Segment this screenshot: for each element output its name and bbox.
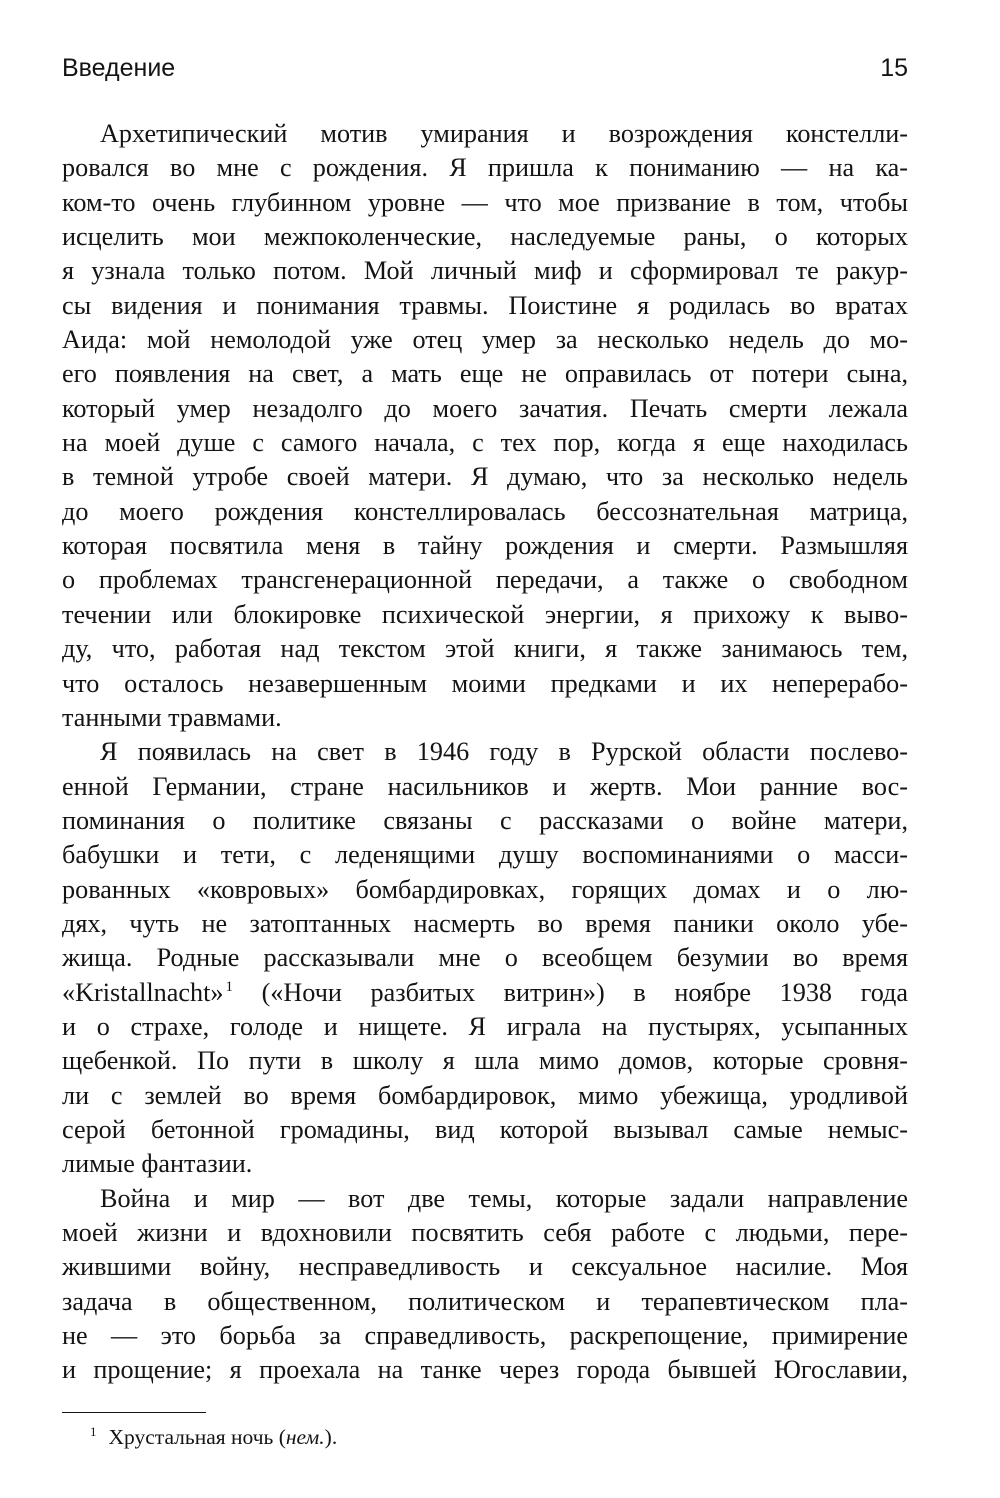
text-line: поминания о политике связаны с рассказами о войне матери, — [62, 805, 908, 835]
text-line: бабушки и тети, с леденящими душу воспоминаниями о масси- — [62, 840, 908, 870]
text-line: на моей душе с самого начала, с тех пор, когда я еще находилась — [62, 428, 908, 458]
text-line: я узнала только потом. Мой личный миф и сформировал те ракур- — [62, 256, 908, 286]
text-line: не — это борьба за справедливость, раскрепощение, примирение — [62, 1321, 908, 1351]
text-line: ком-то очень глубинном уровне — что мое призвание в том, чтобы — [62, 187, 908, 217]
footnote-text: Хрустальная ночь ( — [108, 1425, 286, 1449]
text-line: лимые фантазии. — [62, 1149, 253, 1179]
text-line: исцелить мои межпоколенческие, наследуемые раны, о которых — [62, 222, 908, 252]
text-line: дях, чуть не затоптанных насмерть во время паники около убе- — [62, 908, 908, 938]
text-line: что осталось незавершенным моими предками и их неперерабо- — [62, 668, 908, 698]
paragraph-3 — [62, 1182, 908, 1388]
body-text — [62, 117, 908, 1388]
text-line-with-footnote-ref — [62, 976, 908, 1010]
text-line: Я появилась на свет в 1946 году в Рурской области послево- — [100, 737, 908, 767]
footnote-marker: 1 — [90, 1423, 97, 1439]
kristallnacht-term: «Kristallnacht» — [62, 977, 224, 1007]
text-line: серой бетонной громадины, вид которой вызывал самые немыс- — [62, 1114, 908, 1144]
running-head — [62, 50, 908, 86]
text-line: о проблемах трансгенерационной передачи, а также о свободном — [62, 565, 908, 595]
text-line: сы видения и понимания травмы. Поистине я родилась во вратах — [62, 290, 908, 320]
footnote — [90, 1422, 337, 1452]
text-line: енной Германии, стране насильников и жертв. Мои ранние вос- — [62, 771, 908, 801]
text-line: и прощение; я проехала на танке через города бывшей Югославии, — [62, 1355, 908, 1385]
paragraph-2 — [62, 735, 908, 1181]
text-line: танными травмами. — [62, 702, 282, 732]
paragraph-1 — [62, 117, 908, 735]
text-line: Война и мир — вот две темы, которые задали направление — [100, 1183, 908, 1213]
section-title: Введение — [62, 54, 176, 82]
footnote-text-end: ). — [324, 1425, 338, 1449]
text-line: его появления на свет, а мать еще не оправилась от потери сына, — [62, 359, 908, 389]
text-line: рованных «ковровых» бомбардировках, горящих домах и о лю- — [62, 874, 908, 904]
text-line: моей жизни и вдохновили посвятить себя работе с людьми, пере- — [62, 1218, 908, 1247]
text-line: жившими войну, несправедливость и сексуальное насилие. Моя — [62, 1252, 908, 1282]
text-line: до моего рождения констеллировалась бессознательная матрица, — [62, 496, 908, 526]
text-line: жища. Родные рассказывали мне о всеобщем безумии во время — [62, 943, 908, 973]
text-line: ли с землей во время бомбардировок, мимо убежища, уродливой — [62, 1080, 908, 1110]
text-line: который умер незадолго до моего зачатия. Печать смерти лежала — [62, 393, 908, 423]
footnote-italic: нем. — [285, 1425, 325, 1449]
text-line: которая посвятила меня в тайну рождения и смерти. Размышляя — [62, 531, 908, 561]
text-line: Аида: мой немолодой уже отец умер за несколько недель до мо- — [62, 325, 908, 355]
text-line: щебенкой. По пути в школу я шла мимо домов, которые сровня- — [62, 1046, 908, 1076]
footnote-reference[interactable]: 1 — [225, 978, 233, 995]
text-line: ровался во мне с рождения. Я пришла к пониманию — на ка- — [62, 153, 908, 183]
text-line: и о страхе, голоде и нищете. Я играла на пустырях, усыпанных — [62, 1011, 908, 1041]
text-line: течении или блокировке психической энергии, я прихожу к выво- — [62, 599, 908, 629]
text-line: в темной утробе своей матери. Я думаю, что за несколько недель — [62, 462, 908, 492]
page-number: 15 — [880, 54, 908, 82]
footnote-divider — [62, 1412, 206, 1413]
text-line: задача в общественном, политическом и терапевтическом пла- — [62, 1286, 908, 1316]
text-run: («Ночи разбитых витрин») в ноябре 1938 года — [232, 977, 908, 1007]
text-line: Архетипический мотив умирания и возрождения констелли- — [100, 119, 908, 148]
text-line: ду, что, работая над текстом этой книги, я также занимаюсь тем, — [62, 634, 908, 664]
